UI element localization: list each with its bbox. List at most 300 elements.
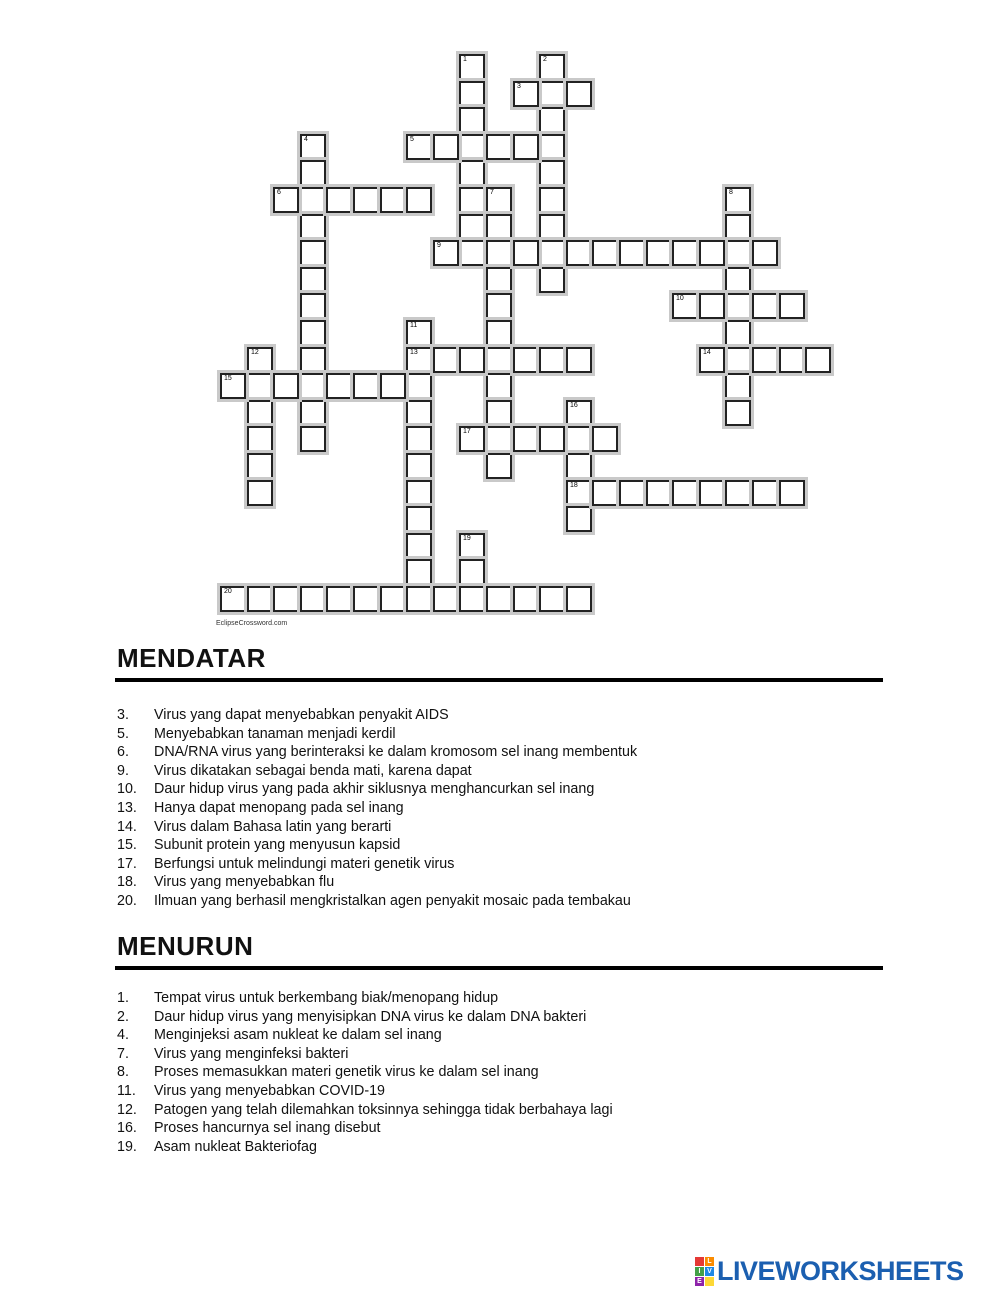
clue-text: Asam nukleat Bakteriofag xyxy=(154,1138,317,1155)
cell-input[interactable] xyxy=(408,588,430,610)
crossword-cell[interactable] xyxy=(752,240,778,266)
across-clue xyxy=(117,892,877,911)
crossword-cell[interactable] xyxy=(539,187,565,213)
crossword-cell[interactable] xyxy=(539,107,565,133)
crossword-cell[interactable] xyxy=(300,347,326,373)
crossword-cell[interactable] xyxy=(247,586,273,612)
crossword-cell[interactable] xyxy=(486,347,512,373)
cell-input[interactable] xyxy=(461,136,483,158)
cell-input[interactable] xyxy=(408,189,430,211)
crossword-cell[interactable] xyxy=(699,240,725,266)
cell-input[interactable] xyxy=(541,109,563,131)
crossword-cell[interactable] xyxy=(725,480,751,506)
clue-number: 2. xyxy=(117,1008,129,1025)
cell-number: 10 xyxy=(676,295,684,302)
crossword-cell[interactable] xyxy=(486,320,512,346)
crossword-cell[interactable] xyxy=(433,586,459,612)
cell-input[interactable] xyxy=(461,588,483,610)
cell-input[interactable] xyxy=(541,136,563,158)
crossword-cell[interactable] xyxy=(513,347,539,373)
cell-input[interactable] xyxy=(727,216,749,238)
cell-number: 20 xyxy=(224,588,232,595)
crossword-cell[interactable] xyxy=(273,373,299,399)
cell-input[interactable] xyxy=(594,428,616,450)
crossword-cell[interactable] xyxy=(433,347,459,373)
crossword-cell[interactable] xyxy=(486,373,512,399)
cell-input[interactable] xyxy=(674,242,696,264)
cell-input[interactable] xyxy=(701,242,723,264)
cell-input[interactable] xyxy=(754,349,776,371)
crossword-cell[interactable] xyxy=(247,480,273,506)
cell-input[interactable] xyxy=(754,295,776,317)
crossword-cell[interactable] xyxy=(486,400,512,426)
crossword-cell[interactable] xyxy=(247,400,273,426)
clue-number: 4. xyxy=(117,1027,129,1044)
cell-input[interactable] xyxy=(408,455,430,477)
cell-number: 12 xyxy=(251,349,259,356)
cell-input[interactable] xyxy=(541,83,563,105)
crossword-cell[interactable] xyxy=(539,347,565,373)
cell-input[interactable] xyxy=(249,482,271,504)
crossword-cell[interactable] xyxy=(486,293,512,319)
cell-input[interactable] xyxy=(541,588,563,610)
cell-input[interactable] xyxy=(461,349,483,371)
cell-input[interactable] xyxy=(515,349,537,371)
cell-input[interactable] xyxy=(302,428,324,450)
cell-number: 8 xyxy=(729,189,733,196)
crossword-cell[interactable] xyxy=(513,586,539,612)
clue-text: Menyebabkan tanaman menjadi kerdil xyxy=(154,725,396,742)
across-clue xyxy=(117,743,877,762)
crossword-cell[interactable] xyxy=(353,187,379,213)
crossword-cell[interactable] xyxy=(725,320,751,346)
crossword-cell[interactable] xyxy=(459,533,485,559)
crossword-cell[interactable] xyxy=(433,134,459,160)
cell-input[interactable] xyxy=(249,428,271,450)
cell-input[interactable] xyxy=(408,428,430,450)
down-clue xyxy=(117,1119,877,1138)
crossword-cell[interactable] xyxy=(566,506,592,532)
cell-input[interactable] xyxy=(727,349,749,371)
crossword-cell[interactable] xyxy=(406,586,432,612)
cell-input[interactable] xyxy=(302,189,324,211)
cell-input[interactable] xyxy=(355,189,377,211)
cell-input[interactable] xyxy=(382,189,404,211)
cell-input[interactable] xyxy=(594,242,616,264)
crossword-cell[interactable] xyxy=(566,480,592,506)
clue-text: Berfungsi untuk melindungi materi genetik virus xyxy=(154,855,455,872)
crossword-grid xyxy=(0,0,1000,640)
crossword-cell[interactable] xyxy=(459,107,485,133)
crossword-cell[interactable] xyxy=(433,240,459,266)
crossword-cell[interactable] xyxy=(566,81,592,107)
down-clue xyxy=(117,1045,877,1064)
crossword-cell[interactable] xyxy=(273,586,299,612)
cell-input[interactable] xyxy=(461,242,483,264)
cell-input[interactable] xyxy=(621,242,643,264)
cell-input[interactable] xyxy=(408,535,430,557)
cell-input[interactable] xyxy=(488,242,510,264)
cell-number: 16 xyxy=(570,402,578,409)
across-title: MENDATAR xyxy=(117,643,266,673)
cell-input[interactable] xyxy=(541,189,563,211)
cell-number: 7 xyxy=(490,189,494,196)
crossword-cell[interactable] xyxy=(699,293,725,319)
clue-number: 5. xyxy=(117,725,129,742)
crossword-cell[interactable] xyxy=(406,187,432,213)
cell-input[interactable] xyxy=(727,322,749,344)
cell-input[interactable] xyxy=(701,295,723,317)
crossword-cell[interactable] xyxy=(752,480,778,506)
crossword-cell[interactable] xyxy=(406,426,432,452)
cell-input[interactable] xyxy=(541,242,563,264)
cell-input[interactable] xyxy=(302,349,324,371)
crossword-cell[interactable] xyxy=(300,426,326,452)
crossword-cell[interactable] xyxy=(566,453,592,479)
cell-input[interactable] xyxy=(461,189,483,211)
cell-number: 15 xyxy=(224,375,232,382)
crossword-cell[interactable] xyxy=(406,559,432,585)
crossword-cell[interactable] xyxy=(672,293,698,319)
across-clue xyxy=(117,762,877,781)
crossword-cell[interactable] xyxy=(459,559,485,585)
cell-input[interactable] xyxy=(408,375,430,397)
crossword-cell[interactable] xyxy=(486,134,512,160)
crossword-cell[interactable] xyxy=(459,586,485,612)
crossword-cell[interactable] xyxy=(566,240,592,266)
cell-input[interactable] xyxy=(461,83,483,105)
cell-input[interactable] xyxy=(355,375,377,397)
cell-input[interactable] xyxy=(302,375,324,397)
cell-input[interactable] xyxy=(408,402,430,424)
crossword-cell[interactable] xyxy=(300,586,326,612)
cell-input[interactable] xyxy=(488,295,510,317)
logo-block: I xyxy=(695,1267,704,1276)
cell-input[interactable] xyxy=(515,428,537,450)
cell-number: 9 xyxy=(437,242,441,249)
crossword-cell[interactable] xyxy=(725,267,751,293)
crossword-cell[interactable] xyxy=(539,81,565,107)
crossword-cell[interactable] xyxy=(539,134,565,160)
logo-block xyxy=(705,1277,714,1286)
cell-input[interactable] xyxy=(727,295,749,317)
crossword-cell[interactable] xyxy=(725,187,751,213)
crossword-cell[interactable] xyxy=(459,160,485,186)
crossword-cell[interactable] xyxy=(406,533,432,559)
cell-input[interactable] xyxy=(435,588,457,610)
crossword-cell[interactable] xyxy=(247,347,273,373)
cell-input[interactable] xyxy=(701,482,723,504)
cell-input[interactable] xyxy=(488,588,510,610)
crossword-cell[interactable] xyxy=(300,160,326,186)
cell-input[interactable] xyxy=(249,402,271,424)
crossword-cell[interactable] xyxy=(539,240,565,266)
cell-input[interactable] xyxy=(328,375,350,397)
crossword-cell[interactable] xyxy=(326,586,352,612)
crossword-cell[interactable] xyxy=(273,187,299,213)
cell-input[interactable] xyxy=(328,189,350,211)
crossword-cell[interactable] xyxy=(699,347,725,373)
crossword-cell[interactable] xyxy=(406,400,432,426)
cell-input[interactable] xyxy=(515,136,537,158)
crossword-cell[interactable] xyxy=(805,347,831,373)
crossword-cell[interactable] xyxy=(513,240,539,266)
crossword-cell[interactable] xyxy=(513,134,539,160)
crossword-cell[interactable] xyxy=(486,214,512,240)
crossword-cell[interactable] xyxy=(513,426,539,452)
crossword-cell[interactable] xyxy=(220,586,246,612)
cell-input[interactable] xyxy=(781,349,803,371)
crossword-cell[interactable] xyxy=(486,426,512,452)
crossword-cell[interactable] xyxy=(725,347,751,373)
cell-input[interactable] xyxy=(568,349,590,371)
crossword-cell[interactable] xyxy=(459,347,485,373)
cell-input[interactable] xyxy=(461,216,483,238)
logo-block: V xyxy=(705,1267,714,1276)
cell-input[interactable] xyxy=(461,162,483,184)
crossword-cell[interactable] xyxy=(300,400,326,426)
crossword-cell[interactable] xyxy=(406,453,432,479)
cell-input[interactable] xyxy=(488,455,510,477)
crossword-cell[interactable] xyxy=(592,426,618,452)
cell-input[interactable] xyxy=(488,402,510,424)
crossword-cell[interactable] xyxy=(247,453,273,479)
across-clue-list xyxy=(117,706,877,911)
crossword-cell[interactable] xyxy=(406,320,432,346)
crossword-cell[interactable] xyxy=(646,480,672,506)
cell-number: 13 xyxy=(410,349,418,356)
clue-number: 7. xyxy=(117,1045,129,1062)
crossword-cell[interactable] xyxy=(725,400,751,426)
clue-number: 9. xyxy=(117,762,129,779)
cell-input[interactable] xyxy=(727,402,749,424)
crossword-cell[interactable] xyxy=(300,293,326,319)
crossword-cell[interactable] xyxy=(300,267,326,293)
cell-input[interactable] xyxy=(727,242,749,264)
cell-input[interactable] xyxy=(408,508,430,530)
liveworksheets-logo xyxy=(695,1256,964,1287)
cell-input[interactable] xyxy=(275,375,297,397)
cell-input[interactable] xyxy=(302,322,324,344)
cell-input[interactable] xyxy=(488,269,510,291)
cell-input[interactable] xyxy=(488,428,510,450)
crossword-cell[interactable] xyxy=(326,187,352,213)
cell-input[interactable] xyxy=(302,402,324,424)
crossword-cell[interactable] xyxy=(566,426,592,452)
cell-input[interactable] xyxy=(727,269,749,291)
cell-input[interactable] xyxy=(488,322,510,344)
crossword-cell[interactable] xyxy=(725,293,751,319)
crossword-cell[interactable] xyxy=(779,347,805,373)
across-clue xyxy=(117,780,877,799)
cell-input[interactable] xyxy=(541,349,563,371)
crossword-cell[interactable] xyxy=(539,160,565,186)
cell-number: 19 xyxy=(463,535,471,542)
crossword-cell[interactable] xyxy=(486,240,512,266)
crossword-cell[interactable] xyxy=(566,347,592,373)
clue-text: Virus yang menyebabkan COVID-19 xyxy=(154,1082,385,1099)
crossword-cell[interactable] xyxy=(486,453,512,479)
crossword-cell[interactable] xyxy=(699,480,725,506)
crossword-cell[interactable] xyxy=(406,134,432,160)
crossword-cell[interactable] xyxy=(459,81,485,107)
crossword-cell[interactable] xyxy=(353,586,379,612)
cell-input[interactable] xyxy=(302,162,324,184)
cell-input[interactable] xyxy=(488,375,510,397)
cell-input[interactable] xyxy=(275,588,297,610)
cell-input[interactable] xyxy=(621,482,643,504)
crossword-cell[interactable] xyxy=(459,240,485,266)
cell-input[interactable] xyxy=(461,109,483,131)
crossword-cell[interactable] xyxy=(380,373,406,399)
clue-text: Daur hidup virus yang pada akhir siklusnya menghancurkan sel inang xyxy=(154,781,595,798)
crossword-cell[interactable] xyxy=(646,240,672,266)
crossword-cell[interactable] xyxy=(752,293,778,319)
cell-input[interactable] xyxy=(541,216,563,238)
crossword-cell[interactable] xyxy=(592,240,618,266)
cell-input[interactable] xyxy=(382,588,404,610)
cell-input[interactable] xyxy=(568,508,590,530)
crossword-cell[interactable] xyxy=(486,267,512,293)
cell-number: 2 xyxy=(543,56,547,63)
cell-input[interactable] xyxy=(515,242,537,264)
cell-input[interactable] xyxy=(408,482,430,504)
crossword-cell[interactable] xyxy=(300,187,326,213)
cell-input[interactable] xyxy=(488,349,510,371)
crossword-cell[interactable] xyxy=(513,81,539,107)
down-title: MENURUN xyxy=(117,931,254,961)
cell-input[interactable] xyxy=(648,482,670,504)
crossword-cell[interactable] xyxy=(486,586,512,612)
crossword-cell[interactable] xyxy=(672,240,698,266)
cell-input[interactable] xyxy=(249,455,271,477)
crossword-cell[interactable] xyxy=(353,373,379,399)
cell-input[interactable] xyxy=(541,428,563,450)
cell-input[interactable] xyxy=(781,295,803,317)
crossword-cell[interactable] xyxy=(725,214,751,240)
cell-number: 1 xyxy=(463,56,467,63)
cell-input[interactable] xyxy=(781,482,803,504)
crossword-cell[interactable] xyxy=(672,480,698,506)
cell-input[interactable] xyxy=(515,588,537,610)
crossword-cell[interactable] xyxy=(459,426,485,452)
crossword-cell[interactable] xyxy=(539,586,565,612)
cell-input[interactable] xyxy=(302,216,324,238)
cell-input[interactable] xyxy=(435,349,457,371)
cell-input[interactable] xyxy=(355,588,377,610)
cell-input[interactable] xyxy=(594,482,616,504)
crossword-cell[interactable] xyxy=(300,214,326,240)
cell-input[interactable] xyxy=(435,136,457,158)
crossword-cell[interactable] xyxy=(380,586,406,612)
crossword-cell[interactable] xyxy=(619,240,645,266)
cell-input[interactable] xyxy=(568,83,590,105)
crossword-cell[interactable] xyxy=(247,426,273,452)
crossword-cell[interactable] xyxy=(486,187,512,213)
cell-input[interactable] xyxy=(754,242,776,264)
cell-input[interactable] xyxy=(408,561,430,583)
clue-number: 19. xyxy=(117,1138,137,1155)
crossword-cell[interactable] xyxy=(380,187,406,213)
crossword-cell[interactable] xyxy=(539,214,565,240)
crossword-cell[interactable] xyxy=(725,373,751,399)
logo-block xyxy=(695,1257,704,1266)
clue-text: Tempat virus untuk berkembang biak/menopang hidup xyxy=(154,990,499,1006)
crossword-cell[interactable] xyxy=(779,293,805,319)
cell-input[interactable] xyxy=(727,482,749,504)
clue-text: Virus dikatakan sebagai benda mati, karena dapat xyxy=(154,762,472,779)
cell-input[interactable] xyxy=(568,242,590,264)
crossword-cell[interactable] xyxy=(300,240,326,266)
crossword-cell[interactable] xyxy=(725,240,751,266)
crossword-cell[interactable] xyxy=(459,54,485,80)
cell-input[interactable] xyxy=(541,162,563,184)
cell-input[interactable] xyxy=(568,588,590,610)
clue-text: Virus yang menyebabkan flu xyxy=(154,874,335,891)
cell-input[interactable] xyxy=(382,375,404,397)
crossword-cell[interactable] xyxy=(300,320,326,346)
crossword-cell[interactable] xyxy=(539,54,565,80)
cell-input[interactable] xyxy=(302,242,324,264)
clue-text: Patogen yang telah dilemahkan toksinnya sehingga tidak berbahaya lagi xyxy=(154,1101,613,1118)
crossword-cell[interactable] xyxy=(779,480,805,506)
crossword-cell[interactable] xyxy=(406,373,432,399)
cell-input[interactable] xyxy=(568,428,590,450)
crossword-cell[interactable] xyxy=(300,373,326,399)
crossword-cell[interactable] xyxy=(326,373,352,399)
crossword-cell[interactable] xyxy=(300,134,326,160)
cell-input[interactable] xyxy=(249,375,271,397)
clue-number: 3. xyxy=(117,707,129,723)
crossword-cell[interactable] xyxy=(566,586,592,612)
cell-input[interactable] xyxy=(754,482,776,504)
cell-input[interactable] xyxy=(302,295,324,317)
crossword-cell[interactable] xyxy=(566,400,592,426)
cell-input[interactable] xyxy=(727,375,749,397)
cell-input[interactable] xyxy=(541,269,563,291)
crossword-cell[interactable] xyxy=(752,347,778,373)
crossword-cell[interactable] xyxy=(406,506,432,532)
cell-input[interactable] xyxy=(302,269,324,291)
clue-text: Virus yang menginfeksi bakteri xyxy=(154,1045,349,1062)
crossword-cell[interactable] xyxy=(592,480,618,506)
cell-input[interactable] xyxy=(648,242,670,264)
crossword-cell[interactable] xyxy=(220,373,246,399)
cell-input[interactable] xyxy=(302,588,324,610)
cell-input[interactable] xyxy=(461,561,483,583)
clue-number: 20. xyxy=(117,892,137,909)
cell-input[interactable] xyxy=(488,216,510,238)
clue-number: 12. xyxy=(117,1101,137,1118)
logo-block: E xyxy=(695,1277,704,1286)
clue-text: Proses memasukkan materi genetik virus ke dalam sel inang xyxy=(154,1064,539,1081)
cell-input[interactable] xyxy=(249,588,271,610)
crossword-cell[interactable] xyxy=(539,267,565,293)
crossword-cell[interactable] xyxy=(459,187,485,213)
cell-input[interactable] xyxy=(674,482,696,504)
crossword-cell[interactable] xyxy=(406,480,432,506)
cell-input[interactable] xyxy=(568,455,590,477)
crossword-cell[interactable] xyxy=(539,426,565,452)
crossword-cell[interactable] xyxy=(406,347,432,373)
crossword-cell[interactable] xyxy=(459,134,485,160)
crossword-cell[interactable] xyxy=(619,480,645,506)
cell-input[interactable] xyxy=(807,349,829,371)
crossword-cell[interactable] xyxy=(459,214,485,240)
cell-input[interactable] xyxy=(328,588,350,610)
crossword-cell[interactable] xyxy=(247,373,273,399)
cell-input[interactable] xyxy=(488,136,510,158)
